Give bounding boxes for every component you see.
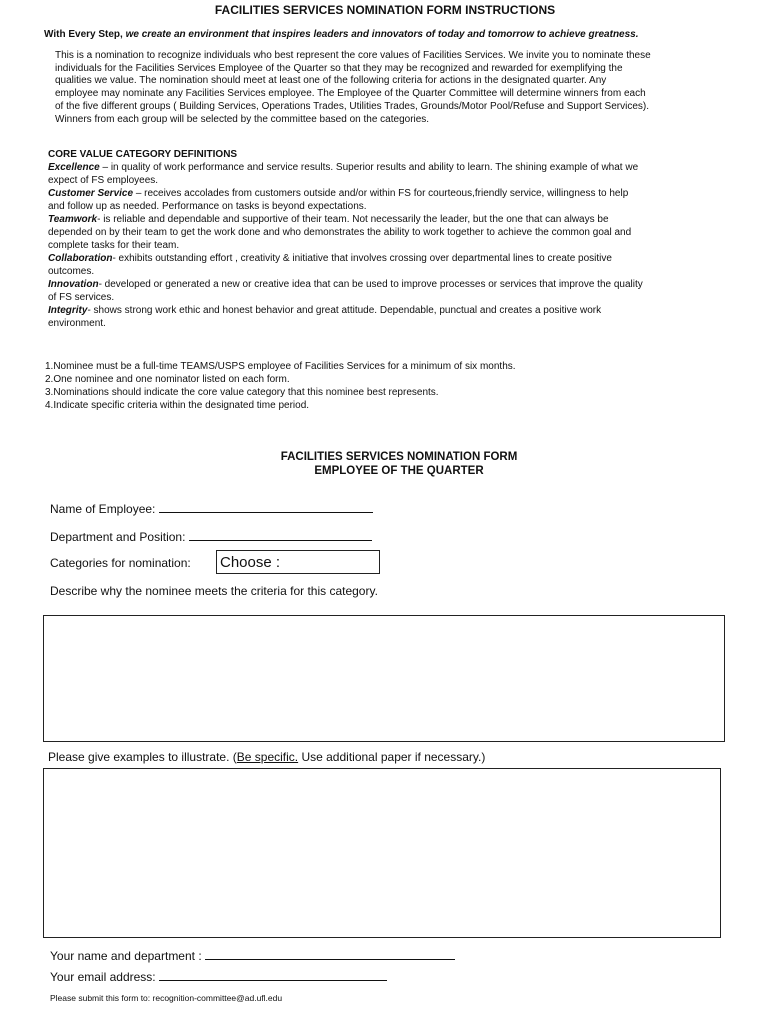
rule-item: 2.One nominee and one nominator listed on each form. (45, 374, 290, 385)
examples-prompt-text: Use additional paper if necessary.) (298, 750, 486, 764)
definition-excellence (48, 161, 748, 174)
examples-prompt (48, 750, 485, 764)
intro-line: employee may nominate any Facilities Services employee. The Employee of the Quarter Committee will determine winners from each (55, 88, 646, 100)
definition-text: - exhibits outstanding effort , creativity & initiative that involves crossing over departmental lines to create positive (112, 253, 612, 264)
intro-line: individuals for the Facilities Services Employee of the Quarter so that they may be recognized and rewarded for exemplifying the (55, 62, 623, 74)
nominator-row (50, 948, 455, 963)
definition-term: Innovation (48, 279, 99, 290)
definition-term: Collaboration (48, 253, 113, 264)
intro-line: of the five different groups ( Building Services, Operations Trades, Utilities Trades, Grounds/Motor Pool/Refuse and Support Services). (55, 100, 649, 112)
definition-text: – in quality of work performance and service results. Superior results and ability to learn. The shining example of what we (99, 162, 639, 173)
form-subtitle: EMPLOYEE OF THE QUARTER (314, 465, 484, 477)
definition-text: - developed or generated a new or creative idea that can be used to improve processes or services that improve the quality (98, 279, 643, 290)
department-label: Department and Position: (50, 530, 186, 544)
mission-text: we create an environment that inspires leaders and innovators of today and tomorrow to achieve greatness. (125, 29, 639, 40)
description-textarea[interactable] (43, 615, 725, 742)
email-field[interactable] (159, 969, 387, 981)
definition-term: Integrity (48, 305, 88, 316)
nominator-label: Your name and department : (50, 949, 202, 963)
definition-text: - shows strong work ethic and honest behavior and great attitude. Dependable, punctual and creates a positive work (87, 305, 602, 316)
be-specific-text: Be specific. (236, 750, 299, 764)
mission-lead: With Every Step, (44, 29, 126, 40)
definition-collaboration (48, 252, 748, 265)
intro-paragraph (55, 50, 753, 126)
definition-term: Customer Service (48, 188, 134, 199)
examples-textarea[interactable] (43, 768, 721, 938)
definition-text: of FS services. (48, 292, 115, 303)
email-label: Your email address: (50, 970, 156, 984)
definition-text: – receives accolades from customers outside and/or within FS for courteous,friendly service, willingness to help (133, 188, 629, 199)
rule-item: 1.Nominee must be a full-time TEAMS/USPS employee of Facilities Services for a minimum of six months. (45, 361, 516, 372)
definition-text: expect of FS employees. (48, 175, 159, 186)
definition-text: depended on by their team to get the work done and who demonstrates the ability to work together to achieve the common goal and (48, 227, 632, 238)
examples-prompt-text: Please give examples to illustrate. ( (48, 750, 237, 764)
form-heading (0, 450, 770, 478)
employee-name-label: Name of Employee: (50, 502, 156, 516)
definition-text: complete tasks for their team. (48, 240, 180, 251)
definition-text: outcomes. (48, 266, 95, 277)
rule-item: 4.Indicate specific criteria within the designated time period. (45, 400, 310, 411)
intro-line: This is a nomination to recognize individuals who best represent the core values of Facilities Services. We invite you to nominate these (55, 50, 651, 61)
definition-term: Teamwork (48, 214, 98, 225)
rule-item: 3.Nominations should indicate the core value category that this nominee best represents. (45, 387, 439, 398)
department-position-field[interactable] (189, 529, 372, 541)
page-title: FACILITIES SERVICES NOMINATION FORM INSTRUCTIONS (214, 3, 556, 17)
eligibility-rules (45, 360, 516, 412)
employee-name-field[interactable] (159, 501, 373, 513)
submit-note: Please submit this form to: recognition-committee@ad.ufl.edu (50, 993, 283, 1003)
definition-term: Excellence (48, 162, 100, 173)
definition-customer-service (48, 187, 748, 200)
core-value-definitions (48, 148, 748, 330)
intro-line: Winners from each group will be selected by the committee based on the categories. (55, 113, 430, 125)
email-row (50, 969, 387, 984)
nominator-field[interactable] (205, 948, 455, 960)
mission-statement (44, 29, 639, 40)
definition-teamwork (48, 213, 748, 226)
categories-label: Categories for nomination: (50, 556, 191, 570)
category-select[interactable]: Choose : (216, 550, 380, 574)
intro-line: qualities we value. The nomination should meet at least one of the following criteria for actions in the designated quarter. Any (55, 75, 607, 87)
form-title: FACILITIES SERVICES NOMINATION FORM (280, 451, 518, 463)
department-row (50, 529, 372, 544)
employee-name-row (50, 501, 373, 516)
definition-text: environment. (48, 318, 106, 329)
definition-innovation (48, 278, 748, 291)
definition-text: - is reliable and dependable and supportive of their team. Not necessarily the leader, but the one that can always be (97, 214, 609, 225)
definition-integrity (48, 304, 748, 317)
describe-prompt: Describe why the nominee meets the criteria for this category. (50, 584, 378, 598)
definitions-heading: CORE VALUE CATEGORY DEFINITIONS (48, 149, 238, 160)
definition-text: and follow up as needed. Performance on tasks is beyond expectations. (48, 201, 367, 212)
